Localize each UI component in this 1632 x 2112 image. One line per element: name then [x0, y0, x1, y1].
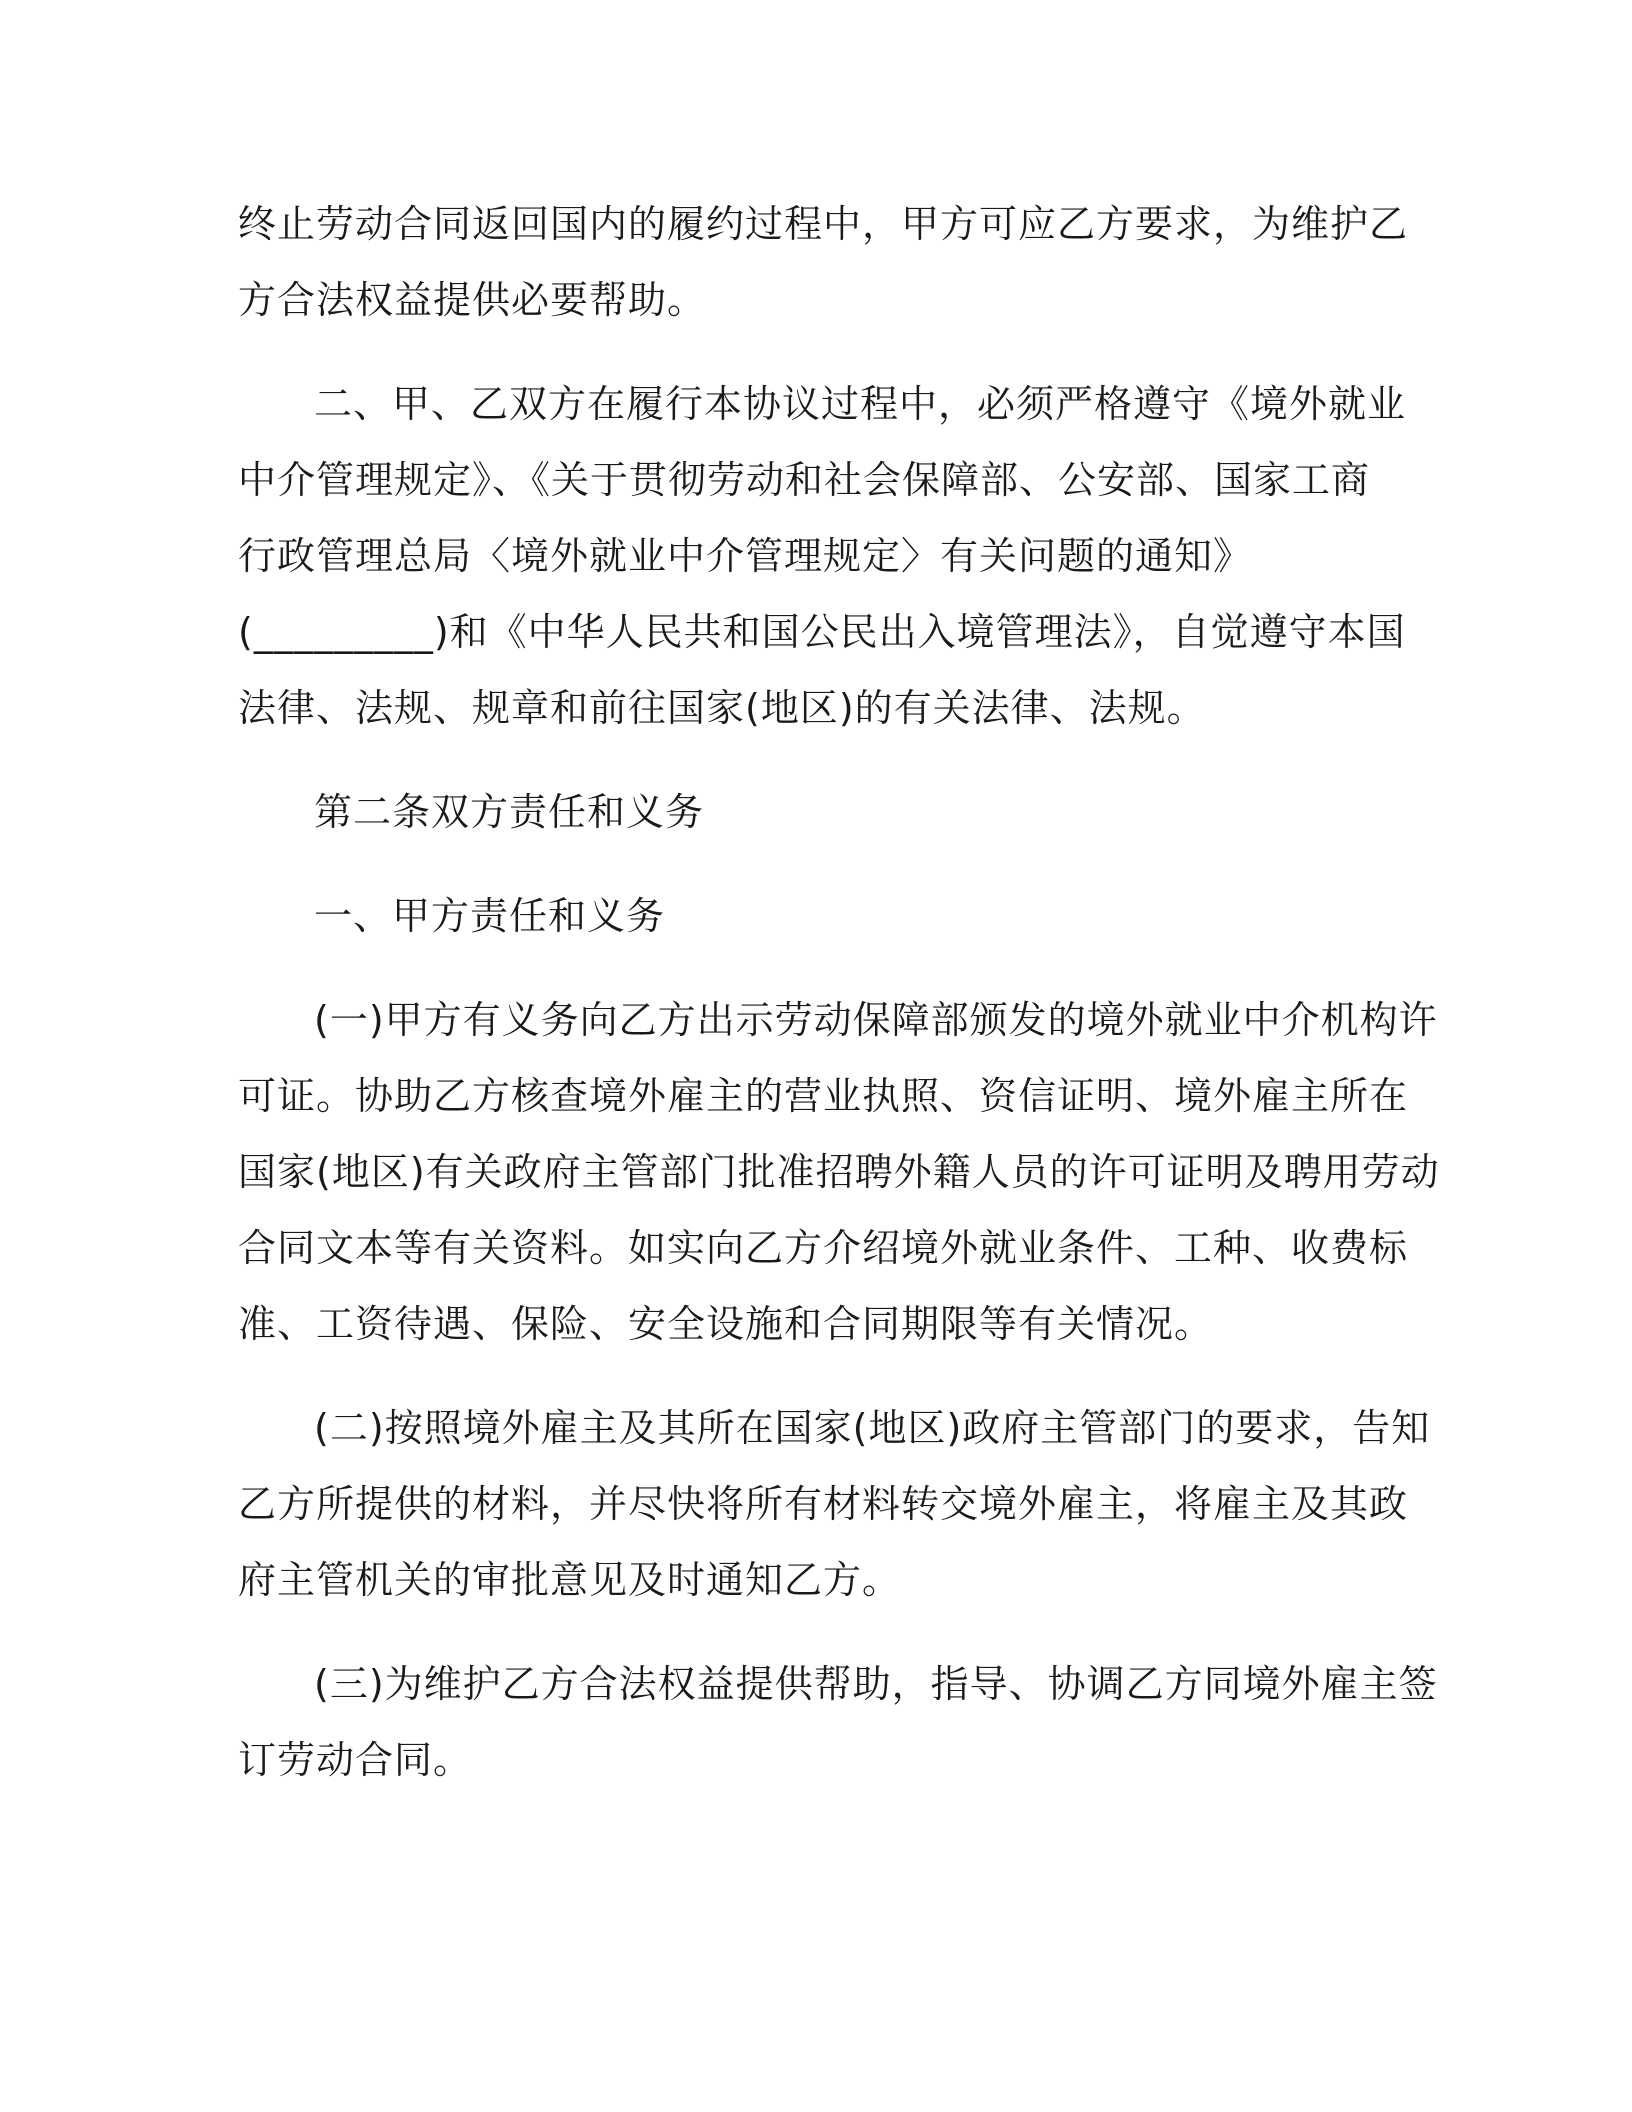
text-line: 中介管理规定》、《关于贯彻劳动和社会保障部、公安部、国家工商 [238, 458, 1371, 502]
paragraph-item-three [238, 1646, 1438, 1798]
text-line: 可证。协助乙方核查境外雇主的营业执照、资信证明、境外雇主所在 [238, 1074, 1409, 1118]
paragraph-item-two [238, 1390, 1431, 1618]
paragraph-contract-termination-help [238, 186, 1409, 338]
text-line: (_________)和《中华人民共和国公民出入境管理法》，自觉遵守本国 [238, 610, 1406, 654]
text-line: 行政管理总局〈境外就业中介管理规定〉有关问题的通知》 [238, 534, 1253, 578]
text-line: 合同文本等有关资料。如实向乙方介绍境外就业条件、工种、收费标 [238, 1226, 1409, 1270]
text-line: (三)为维护乙方合法权益提供帮助，指导、协调乙方同境外雇主签 [314, 1662, 1438, 1706]
text-line: 终止劳动合同返回国内的履约过程中，甲方可应乙方要求，为维护乙 [238, 202, 1409, 246]
text-line: 国家(地区)有关政府主管部门批准招聘外籍人员的许可证明及聘用劳动 [238, 1150, 1440, 1194]
text-line: 订劳动合同。 [238, 1738, 473, 1782]
text-line: 乙方所提供的材料，并尽快将所有材料转交境外雇主，将雇主及其政 [238, 1482, 1409, 1526]
text-line: 一、甲方责任和义务 [314, 894, 666, 938]
document-body [238, 186, 1440, 1826]
text-line: (二)按照境外雇主及其所在国家(地区)政府主管部门的要求，告知 [314, 1406, 1431, 1450]
paragraph-legal-compliance [238, 366, 1407, 746]
article-heading [238, 774, 1398, 850]
text-line: 法律、法规、规章和前往国家(地区)的有关法律、法规。 [238, 686, 1206, 730]
section-heading-party-a [238, 878, 1398, 954]
text-line: 二、甲、乙双方在履行本协议过程中，必须严格遵守《境外就业 [314, 382, 1407, 426]
text-line: 第二条双方责任和义务 [314, 790, 705, 834]
text-line: 府主管机关的审批意见及时通知乙方。 [238, 1558, 902, 1602]
text-line: 方合法权益提供必要帮助。 [238, 278, 707, 322]
text-line: 准、工资待遇、保险、安全设施和合同期限等有关情况。 [238, 1302, 1214, 1346]
paragraph-item-one [238, 982, 1440, 1362]
text-line: (一)甲方有义务向乙方出示劳动保障部颁发的境外就业中介机构许 [314, 998, 1438, 1042]
